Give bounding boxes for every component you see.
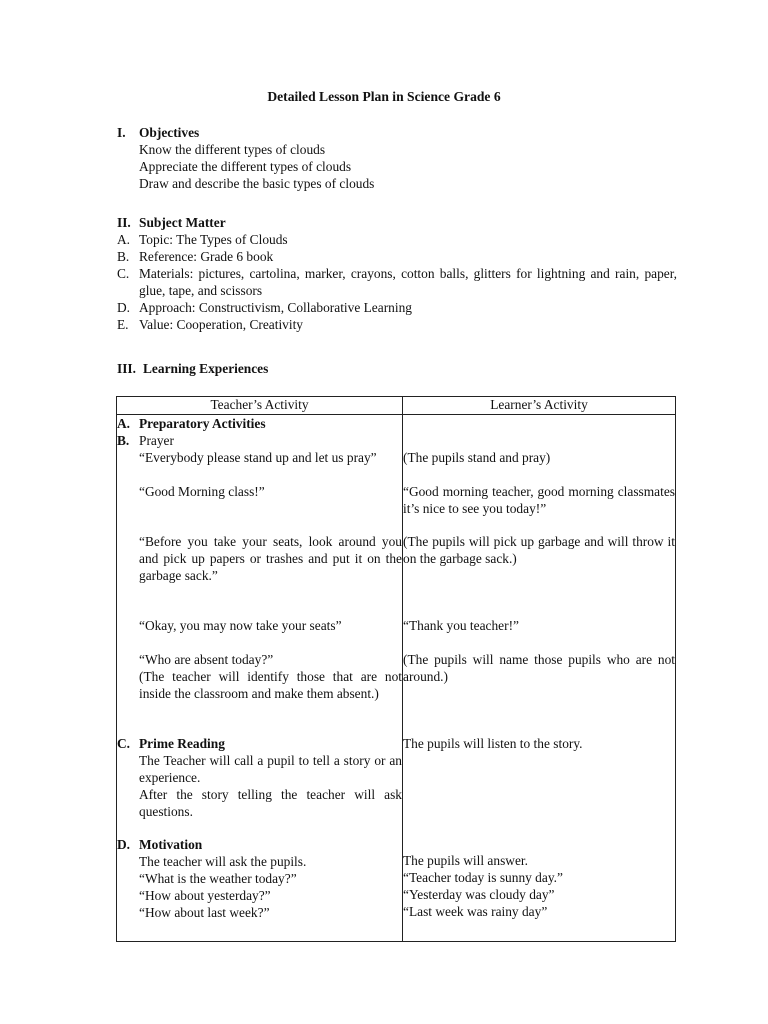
- section-c-heading: [117, 735, 402, 752]
- subject-matter-heading: [117, 214, 677, 231]
- objective-item: Know the different types of clouds: [139, 142, 326, 157]
- teacher-line: “Good Morning class!”: [139, 484, 265, 499]
- subject-item: [117, 231, 677, 248]
- teacher-line: “Everybody please stand up and let us pray”: [139, 450, 377, 465]
- subject-item: [117, 299, 677, 316]
- section-a-letter: A.: [117, 416, 131, 431]
- teacher-line: “What is the weather today?”: [139, 871, 297, 886]
- section-d-heading: [117, 836, 402, 853]
- teacher-activity-cell: [117, 415, 403, 942]
- objectives-number: I.: [117, 125, 126, 140]
- subject-item-text: Topic: The Types of Clouds: [139, 232, 288, 247]
- teacher-line: The Teacher will call a pupil to tell a story or an experience.: [139, 753, 402, 785]
- subject-item-letter: A.: [117, 232, 131, 247]
- section-d-letter: D.: [117, 837, 131, 852]
- learner-activity-header: Learner’s Activity: [403, 397, 676, 415]
- subject-item-letter: D.: [117, 300, 131, 315]
- objectives-section: [117, 124, 677, 192]
- subject-matter-section: [117, 214, 677, 333]
- learner-line: “Yesterday was cloudy day”: [403, 887, 555, 902]
- learner-line: (The pupils will pick up garbage and will throw it on the garbage sack.): [403, 534, 675, 566]
- section-c-title: Prime Reading: [139, 736, 225, 751]
- subject-item-text: Approach: Constructivism, Collaborative Learning: [139, 300, 412, 315]
- subject-item-text: Value: Cooperation, Creativity: [139, 317, 303, 332]
- section-a-title: Preparatory Activities: [139, 416, 266, 431]
- section-a-heading: [117, 415, 402, 432]
- subject-matter-number: II.: [117, 215, 131, 230]
- learner-line: “Good morning teacher, good morning classmates it’s nice to see you today!”: [403, 484, 675, 516]
- learner-line: “Last week was rainy day”: [403, 904, 548, 919]
- activity-table: [116, 396, 676, 942]
- subject-item-text: Materials: pictures, cartolina, marker, crayons, cotton balls, glitters for lightning and rain, paper, glue, tape, and scissors: [139, 266, 677, 298]
- teacher-line: “Who are absent today?”: [139, 652, 274, 667]
- subject-item: [117, 248, 677, 265]
- section-d-title: Motivation: [139, 837, 203, 852]
- objective-item: Appreciate the different types of clouds: [139, 159, 352, 174]
- learner-line: The pupils will listen to the story.: [403, 736, 583, 751]
- learning-number: III.: [117, 361, 136, 376]
- subject-item-text: Reference: Grade 6 book: [139, 249, 274, 264]
- teacher-line: (The teacher will identify those that are not inside the classroom and make them absent.): [139, 669, 402, 701]
- teacher-line: The teacher will ask the pupils.: [139, 854, 307, 869]
- learner-line: “Teacher today is sunny day.”: [403, 870, 563, 885]
- section-b-letter: B.: [117, 433, 130, 448]
- learner-line: (The pupils will name those pupils who are not around.): [403, 652, 675, 684]
- subject-matter-title: Subject Matter: [139, 215, 226, 230]
- table-row: [117, 415, 676, 942]
- teacher-line: “Before you take your seats, look around you and pick up papers or trashes and put it on the garbage sack.”: [139, 534, 402, 583]
- learner-line: The pupils will answer.: [403, 853, 528, 868]
- subject-item-letter: E.: [117, 317, 129, 332]
- section-b-heading: [117, 432, 402, 449]
- subject-item: [117, 265, 677, 299]
- learning-heading: [117, 360, 677, 377]
- subject-item: [117, 316, 677, 333]
- subject-item-letter: B.: [117, 249, 130, 264]
- learner-line: (The pupils stand and pray): [403, 450, 551, 465]
- learner-activity-cell: [403, 415, 676, 942]
- document-title: Detailed Lesson Plan in Science Grade 6: [267, 89, 501, 104]
- objective-item: Draw and describe the basic types of clouds: [139, 176, 375, 191]
- teacher-line: “Okay, you may now take your seats”: [139, 618, 342, 633]
- table-header-row: [117, 397, 676, 415]
- teacher-line: “How about yesterday?”: [139, 888, 271, 903]
- teacher-line: After the story telling the teacher will ask questions.: [139, 787, 402, 819]
- learning-title: Learning Experiences: [143, 361, 269, 376]
- section-b-title: Prayer: [139, 433, 174, 448]
- objectives-title: Objectives: [139, 125, 200, 140]
- learning-section: [117, 360, 677, 377]
- learner-line: “Thank you teacher!”: [403, 618, 519, 633]
- objectives-heading: [117, 124, 677, 141]
- teacher-line: “How about last week?”: [139, 905, 270, 920]
- section-c-letter: C.: [117, 736, 131, 751]
- teacher-activity-header: Teacher’s Activity: [117, 397, 403, 415]
- subject-item-letter: C.: [117, 266, 130, 281]
